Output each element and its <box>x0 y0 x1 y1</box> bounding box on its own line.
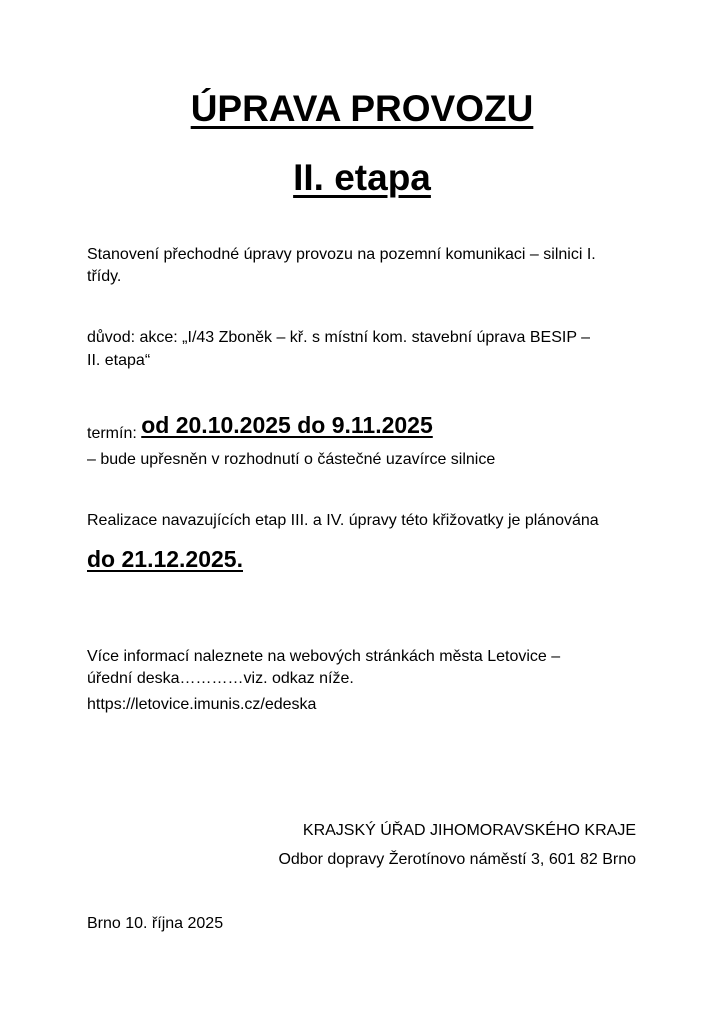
info-line-2: úřední deska…………viz. odkaz níže. <box>87 670 354 687</box>
termin-label: termín: <box>87 425 142 442</box>
authority-department: Odbor dopravy Žerotínovo náměstí 3, 601 82 Brno <box>278 851 636 868</box>
duvod-line-1: důvod: akce: „I/43 Zboněk – kř. s místní kom. stavební úprava BESIP – <box>87 329 591 346</box>
duvod-line-2: II. etapa“ <box>87 352 151 369</box>
stanoveni-line-2: třídy. <box>87 268 122 285</box>
termin-note: – bude upřesněn v rozhodnutí o částečné uzavírce silnice <box>87 451 496 468</box>
document-subtitle: II. etapa <box>293 157 431 198</box>
info-line-1: Více informací naleznete na webových stránkách města Letovice – <box>87 648 561 665</box>
date-place: Brno 10. října 2025 <box>87 915 224 932</box>
realizace-date: do 21.12.2025. <box>87 546 243 572</box>
termin-line <box>87 412 433 442</box>
edeska-link-wrapper <box>87 696 316 714</box>
edeska-link[interactable]: https://letovice.imunis.cz/edeska <box>87 696 317 713</box>
authority-name: KRAJSKÝ ÚŘAD JIHOMORAVSKÉHO KRAJE <box>302 822 636 839</box>
stanoveni-line-1: Stanovení přechodné úpravy provozu na pozemní komunikaci – silnici I. <box>87 246 596 263</box>
document-title: ÚPRAVA PROVOZU <box>190 88 534 129</box>
realizace-line: Realizace navazujících etap III. a IV. úpravy této křižovatky je plánována <box>87 512 599 529</box>
termin-dates: od 20.10.2025 do 9.11.2025 <box>141 412 433 438</box>
